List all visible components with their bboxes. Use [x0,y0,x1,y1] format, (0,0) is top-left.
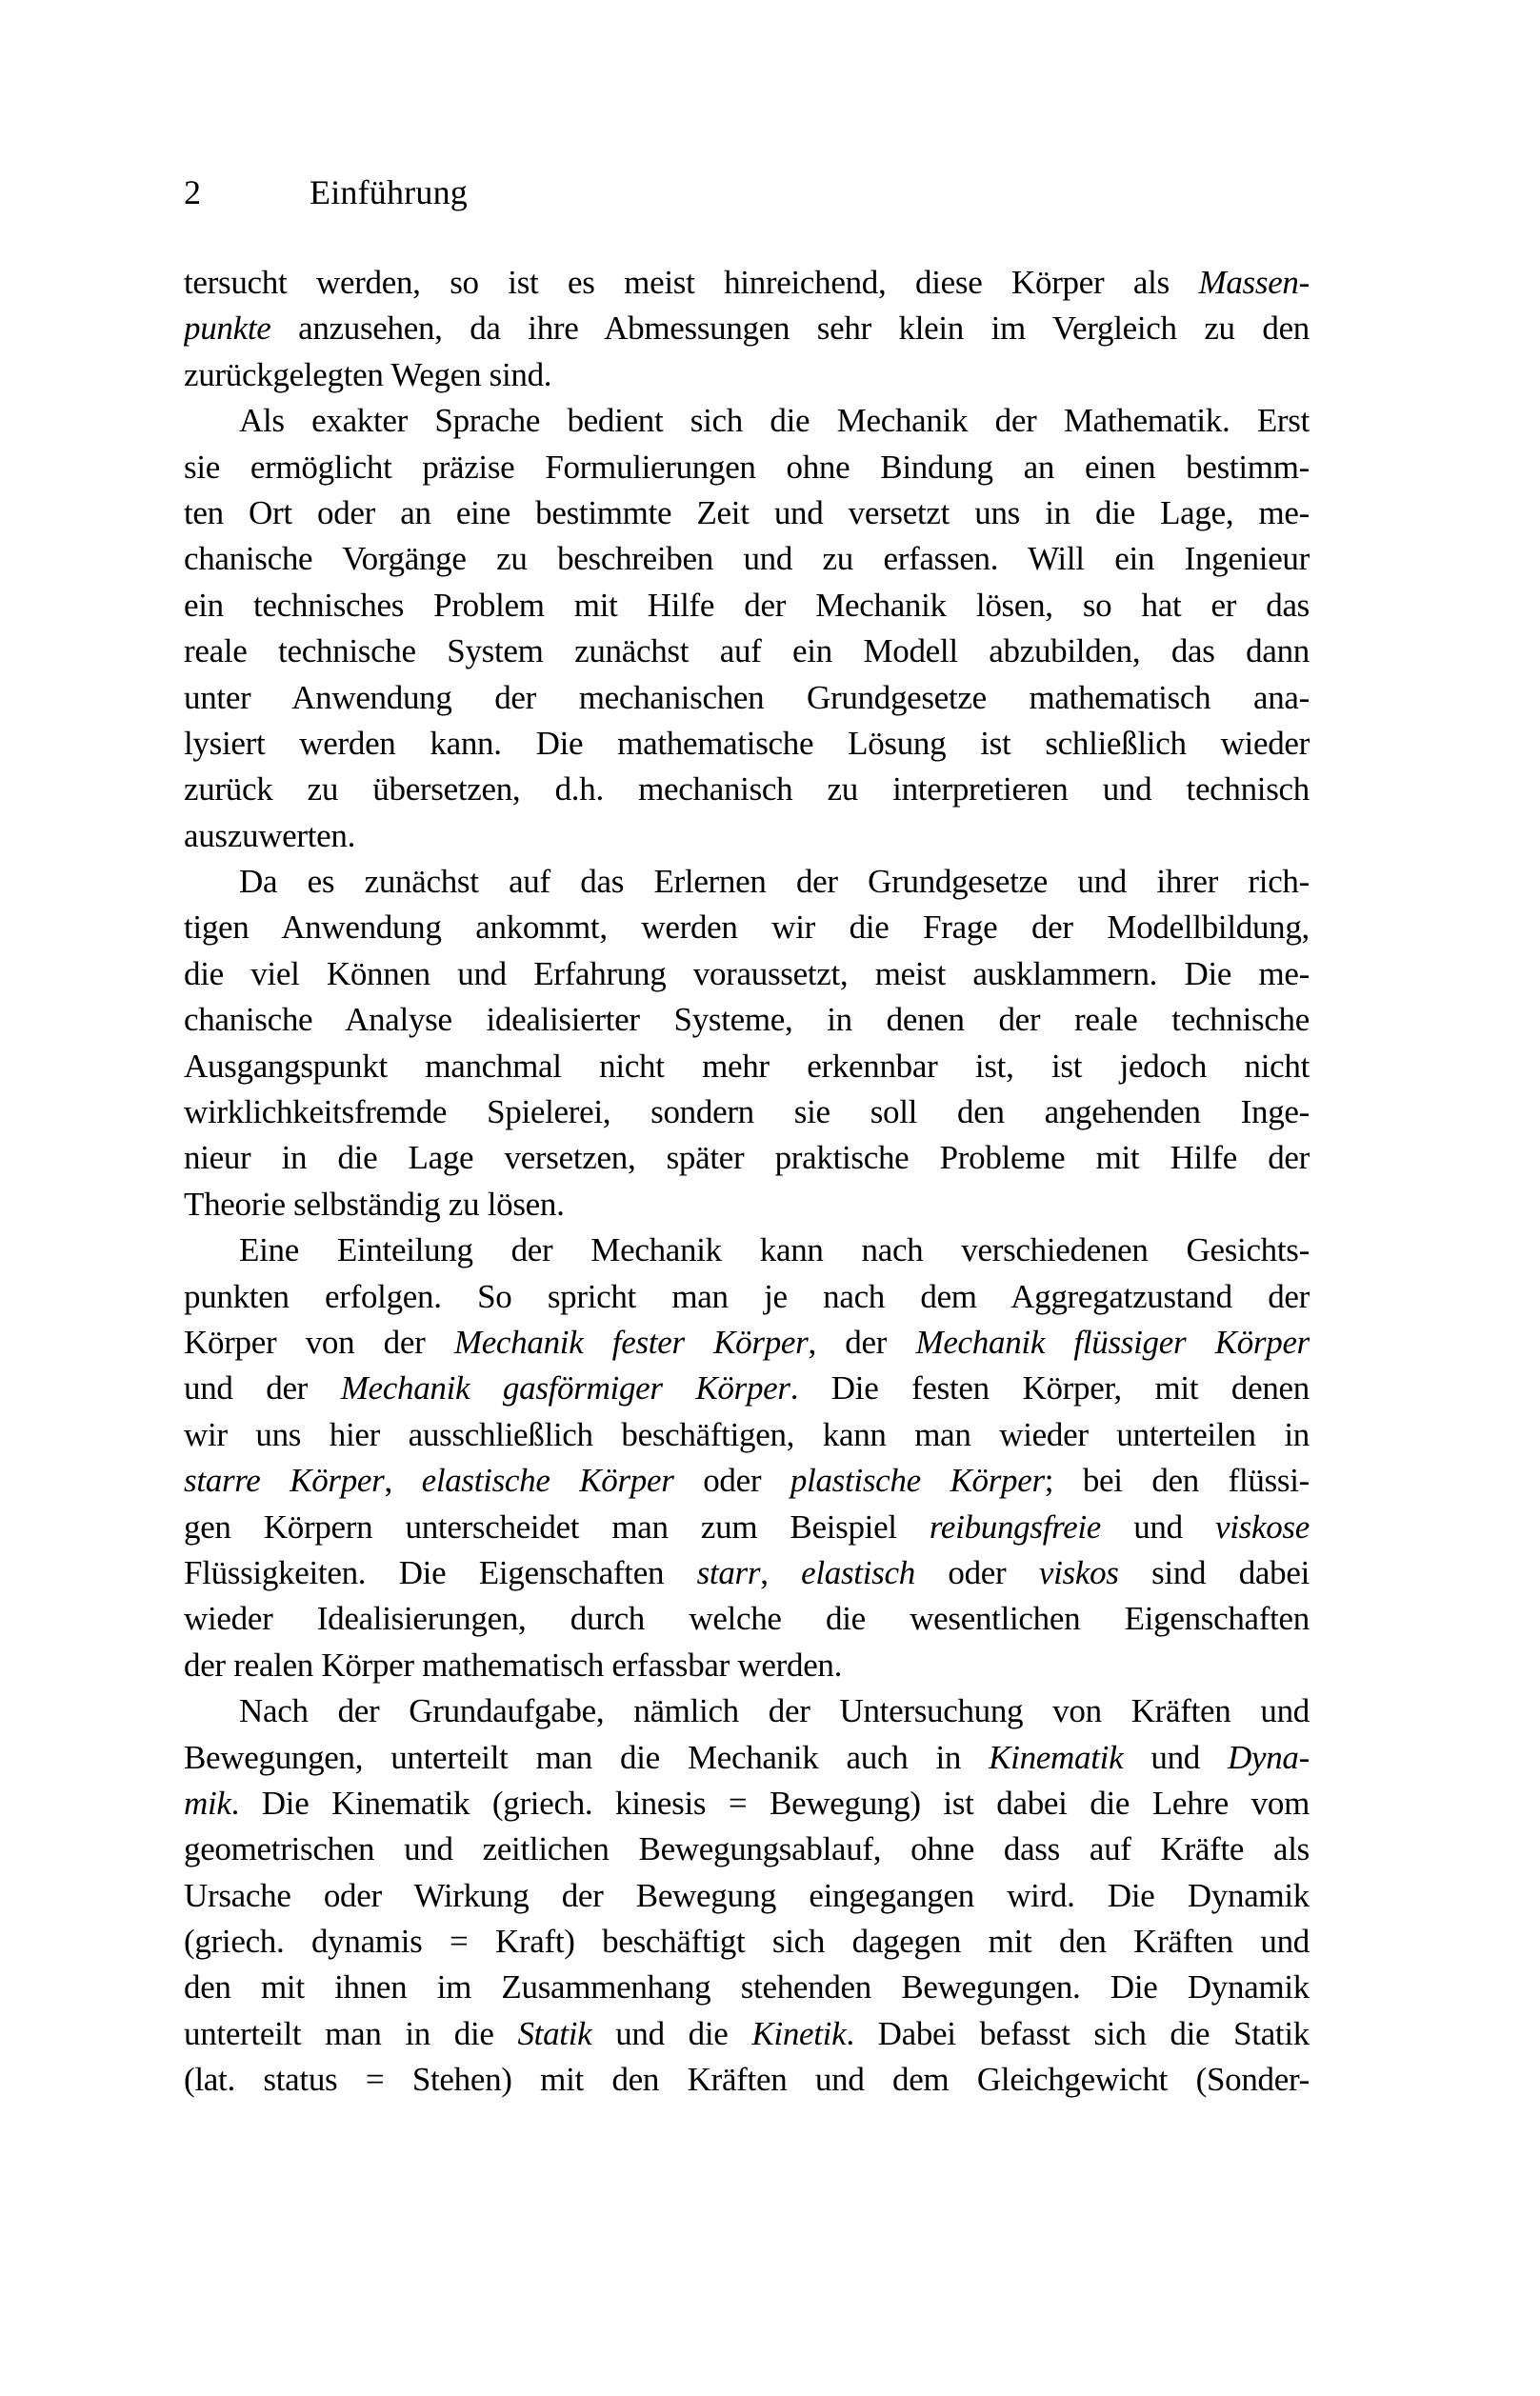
text-line: tigen Anwendung ankommt, werden wir die Frage der Modellbildung, [184,908,1310,947]
text-line: punkten erfolgen. So spricht man je nach dem Aggregatzustand der [184,1277,1310,1315]
text-line: tersucht werden, so ist es meist hinreichend, diese Körper als Massen- [184,264,1310,301]
text-line: unterteilt man in die Statik und die Kinetik. Dabei befasst sich die Statik [184,2014,1310,2052]
text-line: die viel Können und Erfahrung voraussetzt, meist ausklammern. Die me- [184,954,1310,992]
text-line: (griech. dynamis = Kraft) beschäftigt sich dagegen mit den Kräften und [184,1923,1310,1961]
text-line: auszuwerten. [184,816,356,854]
text-line: Als exakter Sprache bedient sich die Mechanik der Mathematik. Erst [239,402,1310,440]
text-block [184,260,1310,2104]
text-line: punkte anzusehen, da ihre Abmessungen sehr klein im Vergleich zu den [184,309,1310,348]
text-line: Ausgangspunkt manchmal nicht mehr erkennbar ist, ist jedoch nicht [184,1047,1310,1085]
text-line: der realen Körper mathematisch erfassbar werden. [184,1646,843,1684]
text-line: wir uns hier ausschließlich beschäftigen, kann man wieder unterteilen in [184,1415,1310,1453]
text-line: Ursache oder Wirkung der Bewegung eingegangen wird. Die Dynamik [184,1876,1310,1914]
text-line: wieder Idealisierungen, durch welche die wesentlichen Eigenschaften [184,1600,1310,1638]
text-line: zurückgelegten Wegen sind. [184,355,552,393]
text-line: geometrischen und zeitlichen Bewegungsablauf, ohne dass auf Kräfte als [184,1830,1310,1868]
text-line: Körper von der Mechanik fester Körper, der Mechanik flüssiger Körper [184,1323,1310,1361]
text-line: und der Mechanik gasförmiger Körper. Die festen Körper, mit denen [184,1369,1310,1408]
text-line: (lat. status = Stehen) mit den Kräften und dem Gleichgewicht (Sonder- [184,2061,1310,2099]
text-line: Da es zunächst auf das Erlernen der Grundgesetze und ihrer rich- [239,863,1310,901]
text-line: den mit ihnen im Zusammenhang stehenden Bewegungen. Die Dynamik [184,1968,1310,2007]
page-number: 2 [184,173,202,211]
running-head [184,171,1310,213]
text-line: sie ermöglicht präzise Formulierungen ohne Bindung an einen bestimm- [184,448,1310,486]
text-line: unter Anwendung der mechanischen Grundgesetze mathematisch ana- [184,678,1310,716]
text-line: ein technisches Problem mit Hilfe der Mechanik lösen, so hat er das [184,586,1310,624]
text-line: nieur in die Lage versetzen, später praktische Probleme mit Hilfe der [184,1139,1310,1177]
text-line: ten Ort oder an eine bestimmte Zeit und versetzt uns in die Lage, me- [184,493,1310,531]
chapter-title: Einführung [310,173,468,211]
text-line: reale technische System zunächst auf ein Modell abzubilden, das dann [184,632,1310,670]
text-line: starre Körper, elastische Körper oder plastische Körper; bei den flüssi- [184,1462,1310,1500]
text-line: wirklichkeitsfremde Spielerei, sondern sie soll den angehenden Inge- [184,1093,1310,1131]
text-line: lysiert werden kann. Die mathematische Lösung ist schließlich wieder [184,724,1310,762]
text-line: Flüssigkeiten. Die Eigenschaften starr, elastisch oder viskos sind dabei [184,1553,1310,1591]
text-line: chanische Vorgänge zu beschreiben und zu erfassen. Will ein Ingenieur [184,540,1310,578]
text-line: Bewegungen, unterteilt man die Mechanik auch in Kinematik und Dyna- [184,1738,1310,1776]
text-line: chanische Analyse idealisierter Systeme, in denen der reale technische [184,1001,1310,1039]
text-line: Nach der Grundaufgabe, nämlich der Untersuchung von Kräften und [239,1692,1310,1730]
text-line: mik. Die Kinematik (griech. kinesis = Bewegung) ist dabei die Lehre vom [184,1784,1310,1822]
text-line: zurück zu übersetzen, d.h. mechanisch zu interpretieren und technisch [184,770,1310,809]
text-line: Eine Einteilung der Mechanik kann nach verschiedenen Gesichts- [239,1231,1310,1269]
text-line: gen Körpern unterscheidet man zum Beispiel reibungsfreie und viskose [184,1507,1310,1546]
text-line: Theorie selbständig zu lösen. [184,1185,565,1223]
